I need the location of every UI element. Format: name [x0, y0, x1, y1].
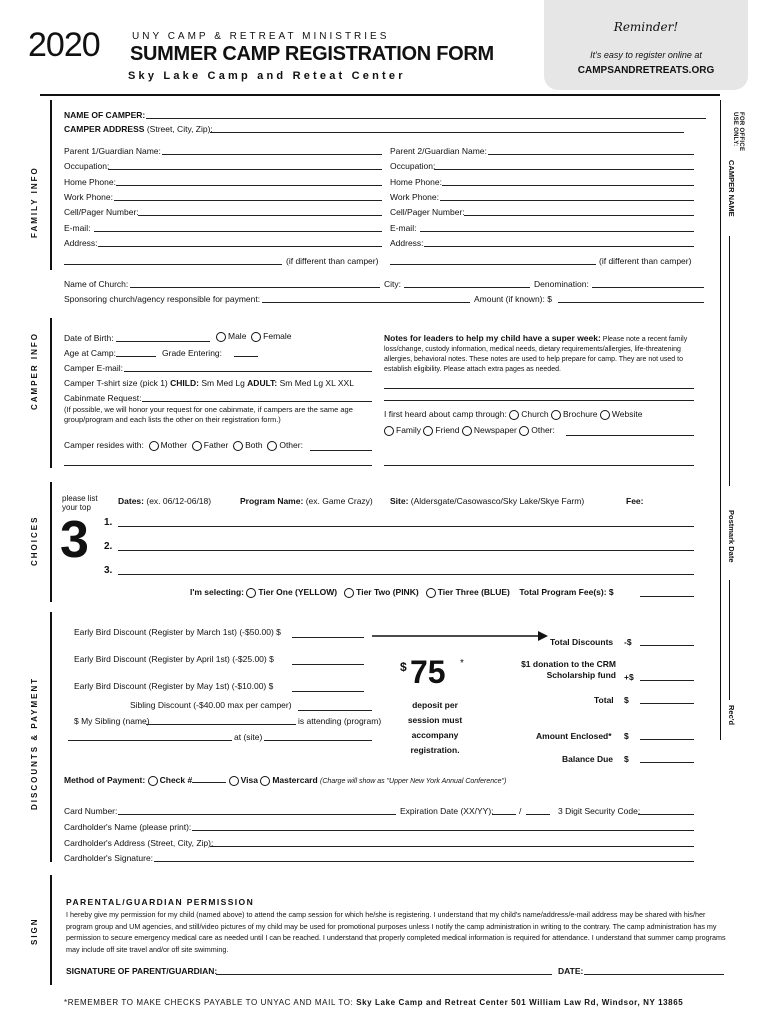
- visa-radio[interactable]: [229, 776, 239, 786]
- family-bar: [50, 100, 52, 270]
- p1-row-label: Cell/Pager Number:: [64, 207, 139, 218]
- p1-row-input[interactable]: [162, 154, 382, 155]
- parent1-address-line2[interactable]: [64, 264, 282, 265]
- enclosed-label: Amount Enclosed*: [536, 731, 612, 741]
- resides-father-radio[interactable]: [192, 441, 202, 451]
- resides-other: Other:: [279, 440, 303, 450]
- selecting-label: I'm selecting:: [190, 587, 244, 597]
- donation-sign: +$: [624, 672, 634, 682]
- notes-line-1[interactable]: [384, 388, 694, 389]
- tier-one: Tier One (YELLOW): [258, 587, 338, 597]
- deposit-text-1: deposit per: [412, 700, 458, 710]
- attending-label: is attending (program): [298, 716, 382, 726]
- reminder-line: It's easy to register online at: [590, 50, 702, 60]
- reminder-title: Reminder!: [613, 20, 679, 34]
- payment-method-row: [64, 774, 506, 786]
- big-three: 3: [60, 511, 89, 569]
- mastercard-label: Mastercard: [272, 775, 318, 785]
- heard-newspaper-radio[interactable]: [462, 426, 472, 436]
- donation-label: $1 donation to the CRM Scholarship fund: [521, 659, 616, 680]
- expiration-slash: /: [519, 806, 522, 816]
- parent2-if-different: (if different than camper): [599, 256, 692, 266]
- gender-options: [216, 331, 292, 342]
- holder-address-label: Cardholder's Address (Street, City, Zip):: [64, 838, 214, 848]
- p2-row-label: E-mail:: [390, 222, 417, 233]
- deposit-text-2: session must: [407, 715, 463, 725]
- total-fee-input[interactable]: [640, 596, 694, 597]
- signature-input[interactable]: [216, 974, 552, 975]
- choice-3-input[interactable]: [118, 574, 694, 575]
- p2-row-label: Home Phone:: [390, 176, 442, 187]
- permission-title: PARENTAL/GUARDIAN PERMISSION: [66, 897, 255, 907]
- camper-name-label: NAME OF CAMPER:: [64, 110, 146, 120]
- holder-sig-input[interactable]: [154, 861, 694, 862]
- heard-website: Website: [611, 409, 643, 419]
- child-label: CHILD:: [170, 378, 199, 388]
- sign-bar: [50, 875, 52, 985]
- total-label: Total: [594, 695, 614, 705]
- choice-2-input[interactable]: [118, 550, 694, 551]
- security-input[interactable]: [638, 814, 694, 815]
- reminder-box: [544, 0, 748, 90]
- holder-sig-label: Cardholder's Signature:: [64, 853, 154, 863]
- at-site-label: at (site): [234, 732, 263, 742]
- p1-row-input[interactable]: [98, 246, 382, 247]
- camper-email-label: Camper E-mail:: [64, 363, 124, 373]
- tshirt-label: Camper T-shirt size (pick 1): [64, 378, 168, 388]
- office-label: FOR OFFICE USE ONLY:: [732, 112, 744, 152]
- heard-brochure-radio[interactable]: [551, 410, 561, 420]
- dob-label: Date of Birth:: [64, 333, 114, 343]
- check-label: Check #: [159, 775, 193, 785]
- discounts-bar: [50, 612, 52, 862]
- city-label: City:: [384, 279, 401, 289]
- enclosed-sign: $: [624, 731, 629, 741]
- heard-church: Church: [521, 409, 549, 419]
- eb2-input[interactable]: [292, 664, 364, 665]
- camper-address-label: CAMPER ADDRESS: [64, 124, 145, 134]
- deposit-text-3: accompany: [411, 730, 459, 740]
- section-family: FAMILY INFO: [30, 166, 39, 238]
- p1-row-label: Parent 1/Guardian Name:: [64, 146, 161, 156]
- camper-address-hint: (Street, City, Zip):: [146, 124, 213, 134]
- sponsor-input[interactable]: [262, 302, 470, 303]
- date-input[interactable]: [584, 974, 724, 975]
- mastercard-radio[interactable]: [260, 776, 270, 786]
- dates-header: [118, 496, 211, 506]
- p2-row-label: Address:: [390, 237, 424, 248]
- office-recd: Rec'd: [727, 705, 736, 726]
- adult-sizes[interactable]: Sm Med Lg XL XXL: [279, 378, 354, 388]
- amount-label: Amount (if known): $: [474, 294, 552, 304]
- office-divider: [720, 100, 721, 740]
- p1-row-label: Home Phone:: [64, 176, 116, 187]
- balance-label: Balance Due: [562, 754, 614, 764]
- fee-header: Fee:: [626, 496, 644, 506]
- site-label: Site:: [390, 496, 409, 506]
- p2-row-input[interactable]: [488, 154, 694, 155]
- office-camper-name: CAMPER NAME: [727, 160, 736, 217]
- expiration-year-input[interactable]: [526, 814, 550, 815]
- p1-row-input[interactable]: [114, 200, 382, 201]
- p1-row-input[interactable]: [138, 215, 382, 216]
- reminder-url[interactable]: CAMPSANDRETREATS.ORG: [577, 65, 715, 76]
- p2-row-input[interactable]: [464, 215, 694, 216]
- center-name: Sky Lake Camp and Reteat Center: [128, 70, 406, 82]
- choice-1-input[interactable]: [118, 526, 694, 527]
- card-number-input[interactable]: [118, 814, 396, 815]
- p1-row-input[interactable]: [116, 185, 382, 186]
- enclosed-input[interactable]: [640, 739, 694, 740]
- arrow-icon: [372, 630, 548, 642]
- heard-row-2: [384, 425, 555, 436]
- p1-row-label: Work Phone:: [64, 191, 113, 202]
- year: 2020: [28, 26, 100, 64]
- balance-sign: $: [624, 754, 629, 764]
- eb1-label: Early Bird Discount (Register by March 1st) (-$50.00) $: [74, 627, 281, 637]
- p2-row-input[interactable]: [442, 185, 694, 186]
- tshirt-row: [64, 378, 354, 388]
- choice-3-num: 3.: [104, 565, 113, 576]
- female-label: Female: [263, 331, 292, 341]
- resides-both-radio[interactable]: [233, 441, 243, 451]
- resides-other-radio[interactable]: [267, 441, 277, 451]
- please-list: please list your top: [62, 494, 98, 512]
- p1-row-label: Occupation:: [64, 161, 110, 172]
- my-sibling-input[interactable]: [146, 724, 296, 725]
- sibling-input[interactable]: [298, 710, 372, 711]
- city-input[interactable]: [404, 287, 530, 288]
- grade-label: Grade Entering:: [162, 348, 223, 358]
- dates-label: Dates:: [118, 496, 144, 506]
- signature-label: SIGNATURE OF PARENT/GUARDIAN:: [66, 966, 218, 976]
- church-label: Name of Church:: [64, 279, 129, 289]
- denomination-input[interactable]: [592, 287, 704, 288]
- tier-two: Tier Two (PINK): [356, 587, 419, 597]
- office-postmark: Postmark Date: [727, 510, 736, 563]
- heard-other-input[interactable]: [566, 435, 694, 436]
- p2-row-input[interactable]: [424, 246, 694, 247]
- denomination-label: Denomination:: [534, 279, 589, 289]
- holder-address-input[interactable]: [210, 846, 694, 847]
- heard-other-radio[interactable]: [519, 426, 529, 436]
- total-discounts-sign: -$: [624, 637, 632, 647]
- total-discounts-input[interactable]: [640, 645, 694, 646]
- resides-both: Both: [245, 440, 263, 450]
- p2-row-input[interactable]: [440, 200, 694, 201]
- header-rule: [40, 94, 720, 96]
- choice-2-num: 2.: [104, 541, 113, 552]
- choice-1-num: 1.: [104, 517, 113, 528]
- resides-mother: Mother: [160, 440, 188, 450]
- age-input[interactable]: [116, 356, 156, 357]
- heard-friend-radio[interactable]: [423, 426, 433, 436]
- balance-input[interactable]: [640, 762, 694, 763]
- dob-input[interactable]: [116, 341, 210, 342]
- heard-other: Other:: [531, 425, 555, 435]
- sponsor-label: Sponsoring church/agency responsible for payment:: [64, 294, 261, 304]
- church-input[interactable]: [130, 287, 380, 288]
- female-radio[interactable]: [251, 332, 261, 342]
- choices-bar: [50, 482, 52, 602]
- camper-address-row: [64, 124, 213, 134]
- p2-row-label: Cell/Pager Number:: [390, 207, 465, 218]
- deposit-dollar: $: [400, 660, 407, 674]
- cabinmate-label: Cabinmate Request:: [64, 393, 142, 403]
- resides-other-input[interactable]: [310, 450, 372, 451]
- male-radio[interactable]: [216, 332, 226, 342]
- program-label: Program Name:: [240, 496, 304, 506]
- heard-newspaper: Newspaper: [473, 425, 517, 435]
- expiration-month-input[interactable]: [492, 814, 516, 815]
- camper-address-input[interactable]: [210, 132, 684, 133]
- camper-email-input[interactable]: [124, 371, 372, 372]
- notes-block: [384, 333, 694, 375]
- program-example: (ex. Game Crazy): [305, 496, 373, 506]
- p2-row-input[interactable]: [420, 231, 694, 232]
- notes-body: Please note a recent family loss/change, custody information, medical needs, dietary requirements/allergies, life-threatening allergies, behavioral notes. These notes are used to help prepare for camp. They are not used to establish eligibility. Please attach extra pages as needed.: [384, 336, 688, 373]
- heard-family: Family: [396, 425, 422, 435]
- cabinmate-input[interactable]: [142, 401, 372, 402]
- tier-three: Tier Three (BLUE): [437, 587, 510, 597]
- permission-body: I hereby give my permission for my child (named above) to attend the camp session for which he/she is registering. I understand that my child's name/address/e-mail address may be shared with his/her program group and UM agencies, and still/video pictures of my child may be used for promotional purposes unless I notify the camp administration in writing to the contrary. The camp administration has my permission to secure emergency medical care as needed until I can be reached. I understand that properly completed medical information is required for attendance. I understand that summer camp programs may include off site travel and/or off site swimming.: [66, 910, 726, 954]
- check-radio[interactable]: [148, 776, 158, 786]
- total-fee-label: Total Program Fee(s): $: [519, 587, 614, 597]
- deposit-box: [394, 654, 476, 762]
- resides-label: Camper resides with:: [64, 440, 144, 450]
- eb1-input[interactable]: [292, 637, 364, 638]
- p2-row-label: Occupation:: [390, 161, 436, 172]
- notes-title: Notes for leaders to help my child have a super week:: [384, 333, 601, 343]
- expiration-label: Expiration Date (XX/YY):: [400, 806, 494, 816]
- total-discounts-label: Total Discounts: [550, 637, 614, 647]
- office-rule-2: [729, 580, 730, 700]
- deposit-amount: 75: [410, 654, 446, 690]
- age-label: Age at Camp:: [64, 348, 116, 358]
- resides-row: [64, 440, 303, 451]
- sibling-label: Sibling Discount (-$40.00 max per camper): [130, 700, 292, 710]
- tier-two-radio[interactable]: [344, 588, 354, 598]
- camper-name-row: [64, 110, 145, 120]
- section-camper: CAMPER INFO: [30, 332, 39, 410]
- p2-row-label: Work Phone:: [390, 191, 439, 202]
- attending-input[interactable]: [68, 740, 232, 741]
- office-rule-1: [729, 236, 730, 486]
- section-sign: SIGN: [30, 917, 39, 945]
- resides-mother-radio[interactable]: [149, 441, 159, 451]
- camper-name-input[interactable]: [146, 118, 706, 119]
- p1-row-input[interactable]: [108, 169, 382, 170]
- date-label: DATE:: [558, 966, 584, 976]
- total-sign: $: [624, 695, 629, 705]
- heard-church-radio[interactable]: [509, 410, 519, 420]
- section-choices: CHOICES: [30, 515, 39, 566]
- resides-line2[interactable]: [64, 465, 372, 466]
- footer-lead: *REMEMBER TO MAKE CHECKS PAYABLE TO UNYAC AND MAIL TO:: [64, 998, 354, 1007]
- holder-name-input[interactable]: [192, 830, 694, 831]
- payment-method-label: Method of Payment:: [64, 775, 146, 785]
- heard-label: I first heard about camp through:: [384, 409, 507, 419]
- footer-address: Sky Lake Camp and Retreat Center 501 William Law Rd, Windsor, NY 13865: [356, 998, 684, 1007]
- dates-example: (ex. 06/12-06/18): [146, 496, 212, 506]
- security-label: 3 Digit Security Code:: [558, 806, 641, 816]
- parent2-address-line2[interactable]: [390, 264, 596, 265]
- adult-label: ADULT:: [247, 378, 278, 388]
- deposit-star: *: [460, 658, 464, 669]
- total-input[interactable]: [640, 703, 694, 704]
- tier-one-radio[interactable]: [246, 588, 256, 598]
- my-sibling-label: $ My Sibling (name): [74, 716, 150, 726]
- male-label: Male: [228, 331, 247, 341]
- at-site-input[interactable]: [264, 740, 372, 741]
- donation-input[interactable]: [640, 680, 694, 681]
- p2-row-input[interactable]: [434, 169, 694, 170]
- holder-name-label: Cardholder's Name (please print):: [64, 822, 192, 832]
- heard-friend: Friend: [435, 425, 460, 435]
- grade-input[interactable]: [234, 356, 258, 357]
- heard-line-2[interactable]: [384, 465, 694, 466]
- heard-row: [384, 409, 642, 420]
- p1-row-label: E-mail:: [64, 222, 91, 233]
- notes-line-2[interactable]: [384, 400, 694, 401]
- visa-label: Visa: [240, 775, 258, 785]
- deposit-text: [394, 698, 476, 758]
- org-name: UNY CAMP & RETREAT MINISTRIES: [132, 31, 390, 42]
- heard-brochure: Brochure: [563, 409, 598, 419]
- program-header: [240, 496, 373, 506]
- eb3-label: Early Bird Discount (Register by May 1st) (-$10.00) $: [74, 681, 274, 691]
- parent1-if-different: (if different than camper): [286, 256, 379, 266]
- footer: [64, 998, 683, 1007]
- charge-note: (Charge will show as "Upper New York Annual Conference"): [320, 778, 507, 785]
- resides-father: Father: [203, 440, 229, 450]
- tier-three-radio[interactable]: [426, 588, 436, 598]
- deposit-text-4: registration.: [410, 745, 460, 755]
- page-title: SUMMER CAMP REGISTRATION FORM: [130, 43, 494, 65]
- cabinmate-note: (If possible, we will honor your request for one cabinmate, if campers are the same age group/program and each lists the other on their registration form.): [64, 405, 353, 424]
- amount-input[interactable]: [558, 302, 704, 303]
- p1-row-input[interactable]: [94, 231, 382, 232]
- child-sizes[interactable]: Sm Med Lg: [201, 378, 245, 388]
- p2-row-label: Parent 2/Guardian Name:: [390, 146, 487, 156]
- card-number-label: Card Number:: [64, 806, 118, 816]
- eb2-label: Early Bird Discount (Register by April 1st) (-$25.00) $: [74, 654, 274, 664]
- tier-row: [190, 587, 614, 598]
- eb3-input[interactable]: [292, 691, 364, 692]
- camper-bar: [50, 318, 52, 468]
- site-header: [390, 496, 584, 506]
- section-discounts: DISCOUNTS & PAYMENT: [30, 676, 39, 810]
- p1-row-label: Address:: [64, 237, 98, 248]
- check-number-input[interactable]: [192, 774, 226, 783]
- heard-website-radio[interactable]: [600, 410, 610, 420]
- heard-family-radio[interactable]: [384, 426, 394, 436]
- site-example: (Aldersgate/Casowasco/Sky Lake/Skye Farm): [410, 496, 585, 506]
